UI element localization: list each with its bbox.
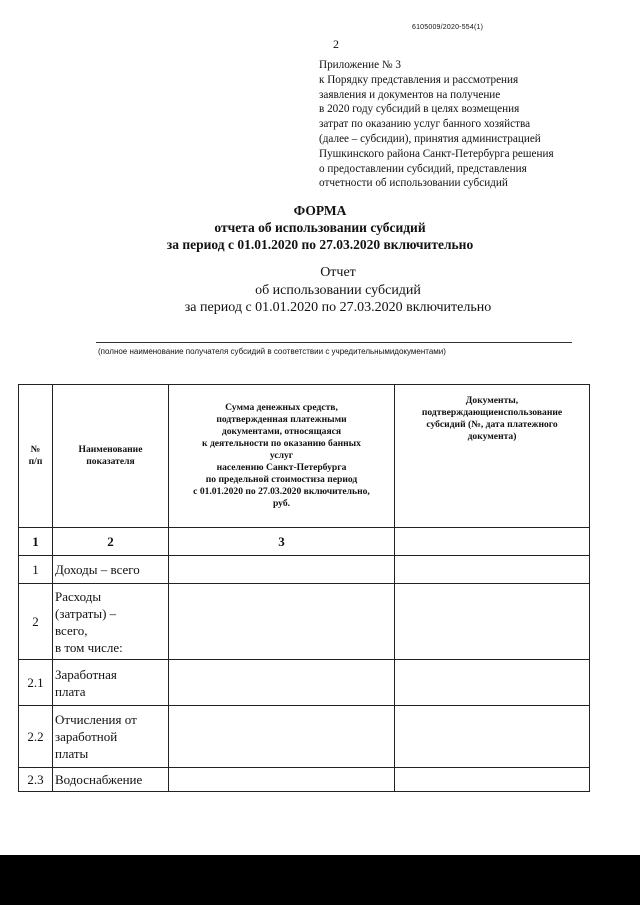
table-header-row — [19, 385, 590, 528]
amount-cell[interactable] — [169, 556, 395, 584]
table-row — [19, 584, 590, 660]
form-title-line: ФОРМА — [293, 203, 347, 218]
appendix-line: (далее – субсидии), принятия администрацией — [319, 132, 541, 145]
row-name — [53, 584, 169, 660]
header-line: услуг — [269, 450, 294, 461]
header-line: к деятельности по оказанию банных — [202, 438, 361, 449]
header-number — [19, 385, 53, 528]
amount-cell[interactable] — [169, 660, 395, 706]
header-line: № — [30, 444, 41, 455]
form-title-line: за период с 01.01.2020 по 27.03.2020 включительно — [166, 237, 474, 252]
table-row — [19, 660, 590, 706]
row-name — [53, 706, 169, 768]
column-numbers-row — [19, 528, 590, 556]
header-line: Наименование — [78, 444, 143, 455]
header-line: Документы, — [465, 395, 519, 406]
form-title-line: отчета об использовании субсидий — [214, 220, 426, 235]
table-row — [19, 706, 590, 768]
row-name-line: плата — [55, 683, 86, 699]
appendix-line: затрат по оказанию услуг банного хозяйства — [319, 118, 531, 131]
scan-bottom-bar — [0, 855, 640, 905]
row-name — [53, 768, 169, 792]
header-line: подтвержденная платежными — [216, 414, 347, 425]
header-line: подтверждающиеиспользование — [421, 407, 563, 418]
appendix-note — [319, 58, 619, 191]
header-line: руб. — [272, 498, 291, 509]
row-name-line: Отчисления от — [55, 712, 137, 727]
report-title-line: за период с 01.01.2020 по 27.03.2020 включительно — [184, 300, 492, 316]
report-title-line: об использовании субсидий — [255, 282, 421, 298]
header-line: Сумма денежных средств, — [225, 402, 338, 413]
document-id: 6105009/2020-554(1) — [412, 24, 484, 31]
appendix-line: отчетности об использовании субсидий — [319, 177, 508, 190]
column-number: 3 — [169, 528, 395, 556]
header-line: населению Санкт-Петербурга — [216, 462, 347, 473]
header-line: документа) — [467, 431, 517, 442]
page-number: 2 — [333, 37, 339, 51]
header-documents — [395, 385, 590, 528]
appendix-line: о предоставлении субсидий, представления — [319, 162, 527, 175]
header-line: документами, относящаяся — [221, 426, 342, 437]
form-title — [0, 202, 640, 253]
amount-cell[interactable] — [169, 768, 395, 792]
row-number: 2 — [19, 584, 53, 660]
row-number: 2.3 — [19, 768, 53, 792]
recipient-caption: (полное наименование получателя субсидий в соответствии с учредительнымидокументами) — [98, 347, 446, 356]
appendix-line: Приложение № 3 — [319, 59, 401, 71]
header-indicator-name — [53, 385, 169, 528]
report-title — [0, 264, 640, 317]
column-number: 1 — [19, 528, 53, 556]
header-amount — [169, 385, 395, 528]
amount-cell[interactable] — [169, 706, 395, 768]
appendix-line: Пушкинского района Санкт-Петербурга решения — [319, 147, 554, 160]
row-name-line: Заработная — [55, 666, 117, 682]
header-line: показателя — [86, 456, 135, 467]
row-name-line: Доходы – всего — [55, 562, 140, 577]
documents-cell[interactable] — [395, 584, 590, 660]
table-row — [19, 556, 590, 584]
documents-cell[interactable] — [395, 660, 590, 706]
row-number: 2.1 — [19, 660, 53, 706]
appendix-line: к Порядку представления и рассмотрения — [319, 73, 519, 86]
row-number: 1 — [19, 556, 53, 584]
table-row — [19, 768, 590, 792]
amount-cell[interactable] — [169, 584, 395, 660]
header-line: п/п — [28, 456, 43, 467]
column-number — [395, 528, 590, 556]
report-table — [18, 384, 590, 792]
appendix-line: в 2020 году субсидий в целях возмещения — [319, 103, 520, 116]
row-name-line: в том числе: — [55, 639, 123, 655]
column-number: 2 — [53, 528, 169, 556]
recipient-name-line — [96, 342, 572, 343]
header-line: по предельной стоимостиза период — [205, 474, 358, 485]
documents-cell[interactable] — [395, 556, 590, 584]
documents-cell[interactable] — [395, 768, 590, 792]
appendix-line: заявления и документов на получение — [319, 88, 501, 101]
row-name-line: заработной — [55, 729, 118, 744]
documents-cell[interactable] — [395, 706, 590, 768]
header-line: с 01.01.2020 по 27.03.2020 включительно, — [193, 486, 370, 497]
row-name-line: (затраты) – — [55, 605, 117, 621]
row-number: 2.2 — [19, 706, 53, 768]
row-name — [53, 660, 169, 706]
row-name-line: Расходы — [55, 588, 102, 604]
header-line: субсидий (№, дата платежного — [426, 419, 558, 430]
row-name-line: Водоснабжение — [55, 772, 143, 787]
row-name-line: платы — [55, 746, 89, 761]
row-name-line: всего, — [55, 622, 88, 638]
row-name — [53, 556, 169, 584]
report-title-line: Отчет — [320, 265, 356, 280]
